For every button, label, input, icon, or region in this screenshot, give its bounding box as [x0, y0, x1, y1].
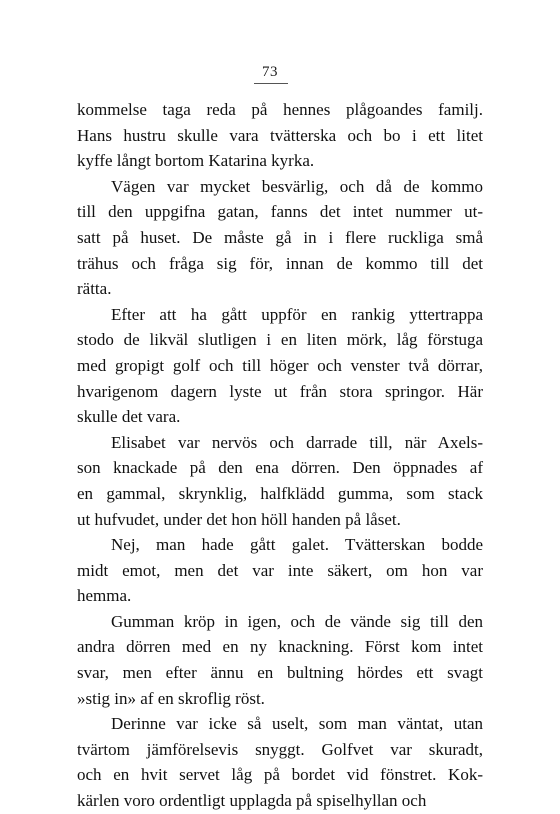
paragraph	[77, 609, 483, 711]
text-line: stodo de likväl slutligen i en liten mörk, låg förstuga	[77, 330, 483, 350]
text-line: svar, men efter ännu en bultning hördes ett svagt	[77, 663, 483, 683]
text-line: satt på huset. De måste gå in i flere ruckliga små	[77, 227, 483, 247]
text-line: och en hvit servet låg på bordet vid fönstret. Kok-	[77, 765, 483, 785]
text-line: »stig in» af en skroflig röst.	[77, 688, 265, 708]
text-line: midt emot, men det var inte säkert, om hon var	[77, 560, 483, 580]
text-line: andra dörren med en ny knackning. Först kom intet	[77, 637, 483, 657]
paragraph	[77, 532, 483, 609]
text-line: ut hufvudet, under det hon höll handen på låset.	[77, 509, 401, 529]
text-line: Hans hustru skulle vara tvätterska och bo i ett litet	[77, 125, 483, 145]
page-number: 73	[262, 64, 278, 80]
text-line: med gropigt golf och till höger och venster två dörrar,	[77, 355, 483, 375]
text-line: Derinne var icke så uselt, som man väntat, utan	[111, 714, 483, 734]
paragraph	[77, 711, 483, 813]
text-line: skulle det vara.	[77, 407, 181, 427]
text-line: hemma.	[77, 586, 132, 606]
text-line: kyffe långt bortom Katarina kyrka.	[77, 151, 315, 171]
text-line: hvarigenom dagern lyste ut från stora springor. Här	[77, 381, 483, 401]
text-line: Nej, man hade gått galet. Tvätterskan bodde	[111, 535, 483, 555]
text-line: rätta.	[77, 279, 112, 299]
text-line: trähus och fråga sig för, innan de kommo till det	[77, 253, 483, 273]
body-text	[77, 97, 483, 814]
text-line: Gumman kröp in igen, och de vände sig till den	[111, 611, 483, 631]
text-line: tvärtom jämförelsevis snyggt. Golfvet var skuradt,	[77, 739, 483, 759]
text-line: Elisabet var nervös och darrade till, när Axels-	[111, 432, 483, 452]
text-line: kärlen voro ordentligt upplagda på spiselhyllan och	[77, 791, 427, 811]
text-line: son knackade på den ena dörren. Den öppnades af	[77, 458, 483, 478]
text-line: Efter att ha gått uppför en rankig yttertrappa	[111, 304, 483, 324]
text-line: till den uppgifna gatan, fanns det intet nummer ut-	[77, 202, 483, 222]
paragraph	[77, 302, 483, 430]
text-line: kommelse taga reda på hennes plågoandes familj.	[77, 100, 483, 119]
paragraph	[77, 174, 483, 302]
paragraph	[77, 430, 483, 532]
text-line: Vägen var mycket besvärlig, och då de kommo	[111, 176, 483, 196]
paragraph	[77, 97, 483, 174]
text-line: en gammal, skrynklig, halfklädd gumma, som stack	[77, 483, 483, 503]
page-number-rule	[254, 83, 288, 84]
